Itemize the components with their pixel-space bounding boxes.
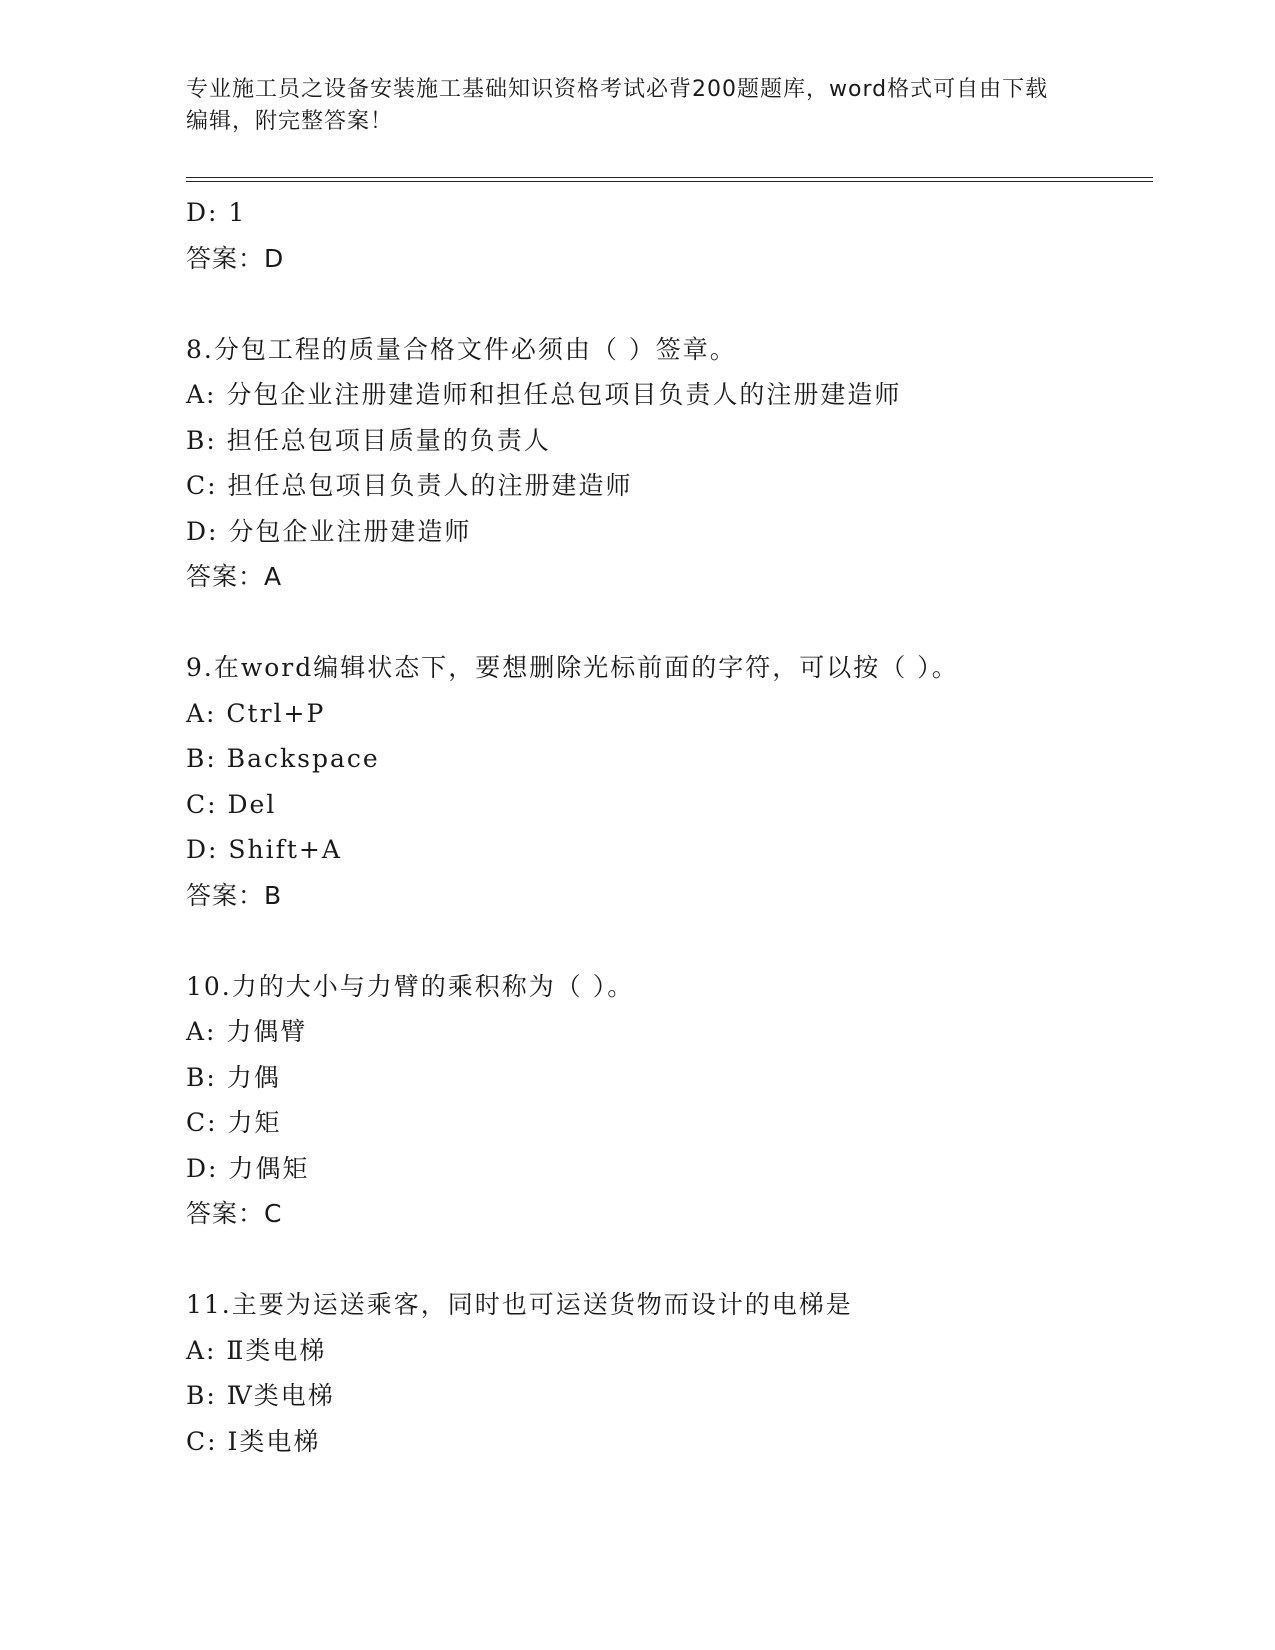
option-d: D: 分包企业注册建造师 — [186, 516, 472, 546]
document-body — [186, 190, 1153, 1464]
option-a: A: Ⅱ类电梯 — [186, 1335, 327, 1365]
question-text: 9.在word编辑状态下，要想删除光标前面的字符，可以按（ ）。 — [186, 653, 959, 682]
option-c: C: Ⅰ类电梯 — [186, 1426, 321, 1456]
question-text: 11.主要为运送乘客，同时也可运送货物而设计的电梯是 — [186, 1290, 853, 1319]
header-title: 专业施工员之设备安装施工基础知识资格考试必背200题题库，word格式可自由下载编辑，附完整答案！ — [186, 77, 1049, 134]
option-c: C: 担任总包项目负责人的注册建造师 — [186, 471, 633, 500]
option-d: D: Shift+A — [186, 835, 342, 864]
question-text: 10.力的大小与力臂的乘积称为（ ）。 — [186, 971, 635, 1001]
option-d: D: 1 — [186, 198, 247, 227]
header-divider — [186, 177, 1153, 182]
question-11 — [186, 1282, 1153, 1464]
question-9 — [186, 645, 1153, 918]
question-gap — [186, 281, 1153, 327]
option-b: B: Backspace — [186, 744, 380, 773]
option-b: B: 担任总包项目质量的负责人 — [186, 425, 551, 455]
option-a: A: 力偶臂 — [186, 1017, 308, 1046]
document-header — [186, 74, 1066, 138]
option-c: C: Del — [186, 789, 277, 819]
option-a: A: 分包企业注册建造师和担任总包项目负责人的注册建造师 — [186, 380, 902, 409]
previous-question-tail — [186, 190, 1153, 281]
question-gap — [186, 1237, 1153, 1283]
option-d: D: 力偶矩 — [186, 1153, 310, 1183]
option-a: A: Ctrl+P — [186, 698, 326, 728]
option-b: B: Ⅳ类电梯 — [186, 1381, 335, 1410]
question-gap — [186, 918, 1153, 964]
option-b: B: 力偶 — [186, 1062, 281, 1092]
answer-line: 答案：A — [186, 562, 283, 591]
answer-line: 答案：C — [186, 1199, 283, 1228]
answer-line: 答案：B — [186, 880, 283, 910]
question-8 — [186, 327, 1153, 600]
question-text: 8.分包工程的质量合格文件必须由（ ）签章。 — [186, 334, 737, 364]
question-gap — [186, 600, 1153, 646]
answer-line: 答案：D — [186, 243, 285, 273]
question-10 — [186, 964, 1153, 1237]
option-c: C: 力矩 — [186, 1108, 282, 1137]
